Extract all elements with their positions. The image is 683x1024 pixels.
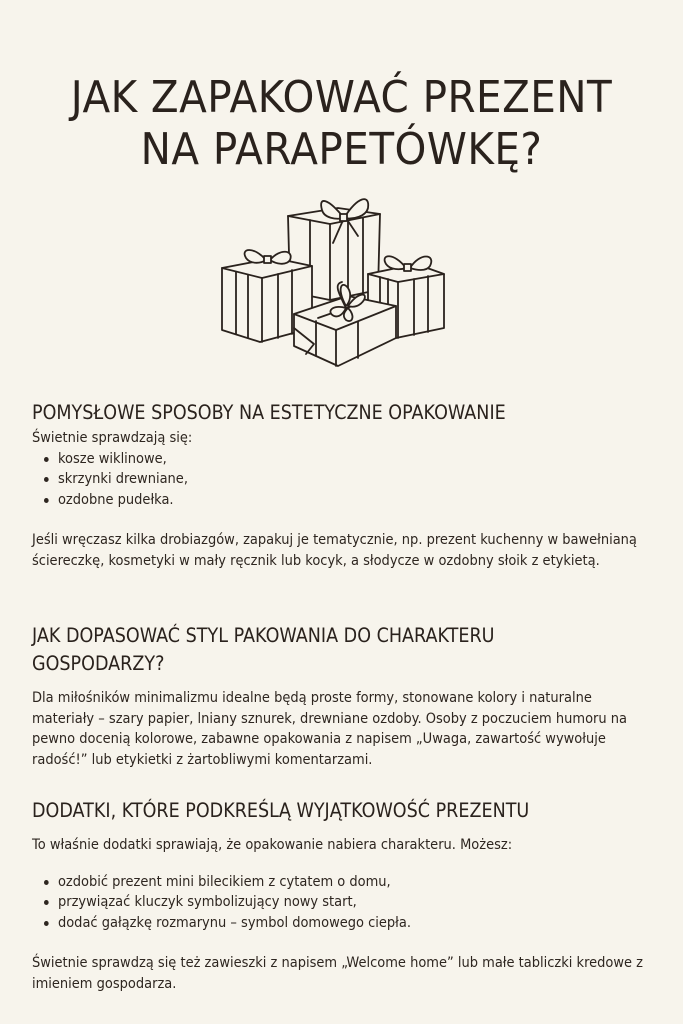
section-heading: DODATKI, KTÓRE PODKREŚLĄ WYJĄTKOWOŚĆ PREZENTU <box>32 799 530 822</box>
bullet-list <box>32 872 652 934</box>
section-intro: To właśnie dodatki sprawiają, że opakowanie nabiera charakteru. Możesz: <box>32 837 513 853</box>
section-intro: Świetnie sprawdzają się: <box>32 430 193 446</box>
list-item: dodać gałązkę rozmarynu – symbol domowego ciepła. <box>44 913 609 934</box>
title-line-1: JAK ZAPAKOWAĆ PREZENT <box>70 72 613 123</box>
list-item: skrzynki drewniane, <box>44 469 609 490</box>
page-title <box>27 72 655 176</box>
list-item: przywiązać kluczyk symbolizujący nowy start, <box>44 892 609 913</box>
section-paragraph: Jeśli wręczasz kilka drobiazgów, zapakuj je tematycznie, np. prezent kuchenny w bawełnianą ściereczkę, kosmetyki w mały ręcznik lub kocyk, a słodycze w ozdobny słoik z etykietą. <box>32 532 637 569</box>
title-line-2: NA PARAPETÓWKĘ? <box>140 124 543 175</box>
list-item: kosze wiklinowe, <box>44 449 609 470</box>
section-heading-line-1: JAK DOPASOWAĆ STYL PAKOWANIA DO CHARAKTERU <box>32 624 495 647</box>
section-paragraph: Świetnie sprawdzą się też zawieszki z napisem „Welcome home” lub małe tabliczki kredowe z imieniem gospodarza. <box>32 955 644 992</box>
section-style-matching <box>32 622 652 770</box>
bullet-list <box>32 449 652 511</box>
section-accessories <box>32 797 652 994</box>
list-item: ozdobne pudełka. <box>44 490 609 511</box>
section-packaging-ideas <box>32 399 652 571</box>
gift-boxes-icon <box>218 188 450 373</box>
section-paragraph: Dla miłośników minimalizmu idealne będą proste formy, stonowane kolory i naturalne materiały – szary papier, lniany sznurek, drewniane ozdoby. Osoby z poczuciem humoru na pewno docenią kolorowe, zabawne opakowania z napisem „Uwaga, zawartość wywołuje radość!” lub etykietki z żartobliwymi komentarzami. <box>32 690 628 768</box>
list-item: ozdobić prezent mini bilecikiem z cytatem o domu, <box>44 872 609 893</box>
section-heading: POMYSŁOWE SPOSOBY NA ESTETYCZNE OPAKOWANIE <box>32 401 506 424</box>
section-heading-line-2: GOSPODARZY? <box>32 652 165 675</box>
